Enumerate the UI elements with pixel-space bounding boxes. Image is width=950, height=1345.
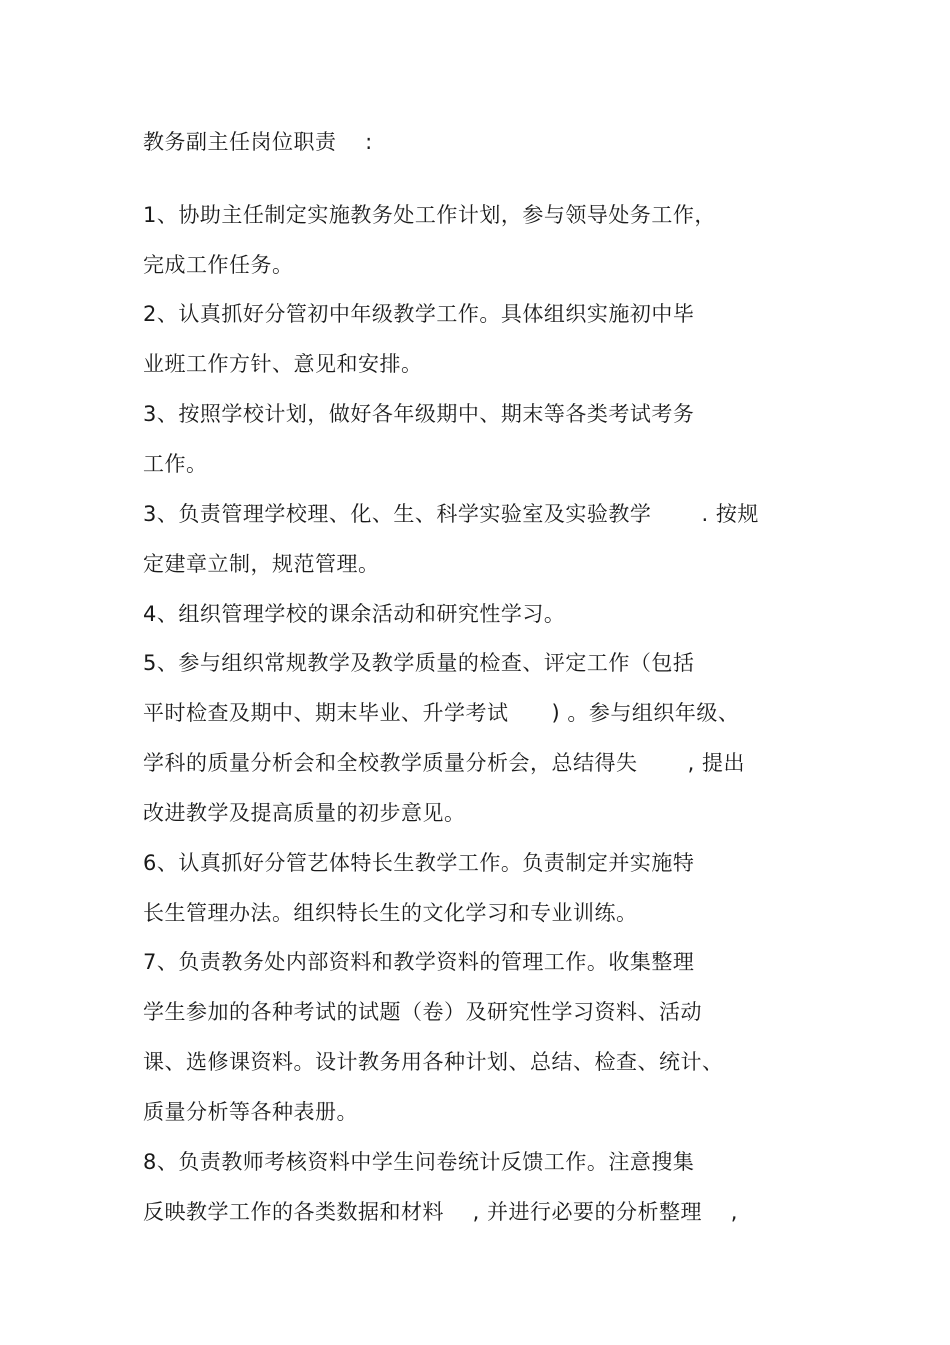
paragraph-line: 改进教学及提高质量的初步意见。: [143, 801, 466, 825]
paragraph-line: 5、参与组织常规教学及教学质量的检查、评定工作（包括: [143, 651, 695, 675]
paragraph-line: 课、选修课资料。设计教务用各种计划、总结、检查、统计、: [143, 1050, 724, 1074]
paragraph-line: 7、负责教务处内部资料和教学资料的管理工作。收集整理: [143, 950, 695, 974]
paragraph-line: 平时检查及期中、期末毕业、升学考试 ) 。参与组织年级、: [143, 701, 740, 725]
paragraph-line: 1、协助主任制定实施教务处工作计划，参与领导处务工作，: [143, 203, 716, 227]
paragraph-line: 学科的质量分析会和全校教学质量分析会，总结得失 , 提出: [143, 751, 746, 775]
paragraph-line: 定建章立制，规范管理。: [143, 552, 380, 576]
paragraph-line: 3、负责管理学校理、化、生、科学实验室及实验教学 . 按规: [143, 502, 759, 526]
paragraph-line: 学生参加的各种考试的试题（卷）及研究性学习资料、活动: [143, 1000, 702, 1024]
paragraph-line: 3、按照学校计划，做好各年级期中、期末等各类考试考务: [143, 402, 695, 426]
paragraph-line: 6、认真抓好分管艺体特长生教学工作。负责制定并实施特: [143, 851, 695, 875]
paragraph-line: 质量分析等各种表册。: [143, 1100, 358, 1124]
paragraph-line: 完成工作任务。: [143, 253, 294, 277]
document-title: 教务副主任岗位职责 :: [143, 130, 373, 154]
paragraph-line: 业班工作方针、意见和安排。: [143, 352, 423, 376]
paragraph-line: 工作。: [143, 452, 208, 476]
paragraph-line: 反映教学工作的各类数据和材料 , 并进行必要的分析整理 ,: [143, 1200, 738, 1224]
paragraph-line: 长生管理办法。组织特长生的文化学习和专业训练。: [143, 901, 638, 925]
paragraph-line: 4、组织管理学校的课余活动和研究性学习。: [143, 602, 566, 626]
paragraph-line: 2、认真抓好分管初中年级教学工作。具体组织实施初中毕: [143, 302, 695, 326]
paragraph-line: 8、负责教师考核资料中学生问卷统计反馈工作。注意搜集: [143, 1150, 695, 1174]
